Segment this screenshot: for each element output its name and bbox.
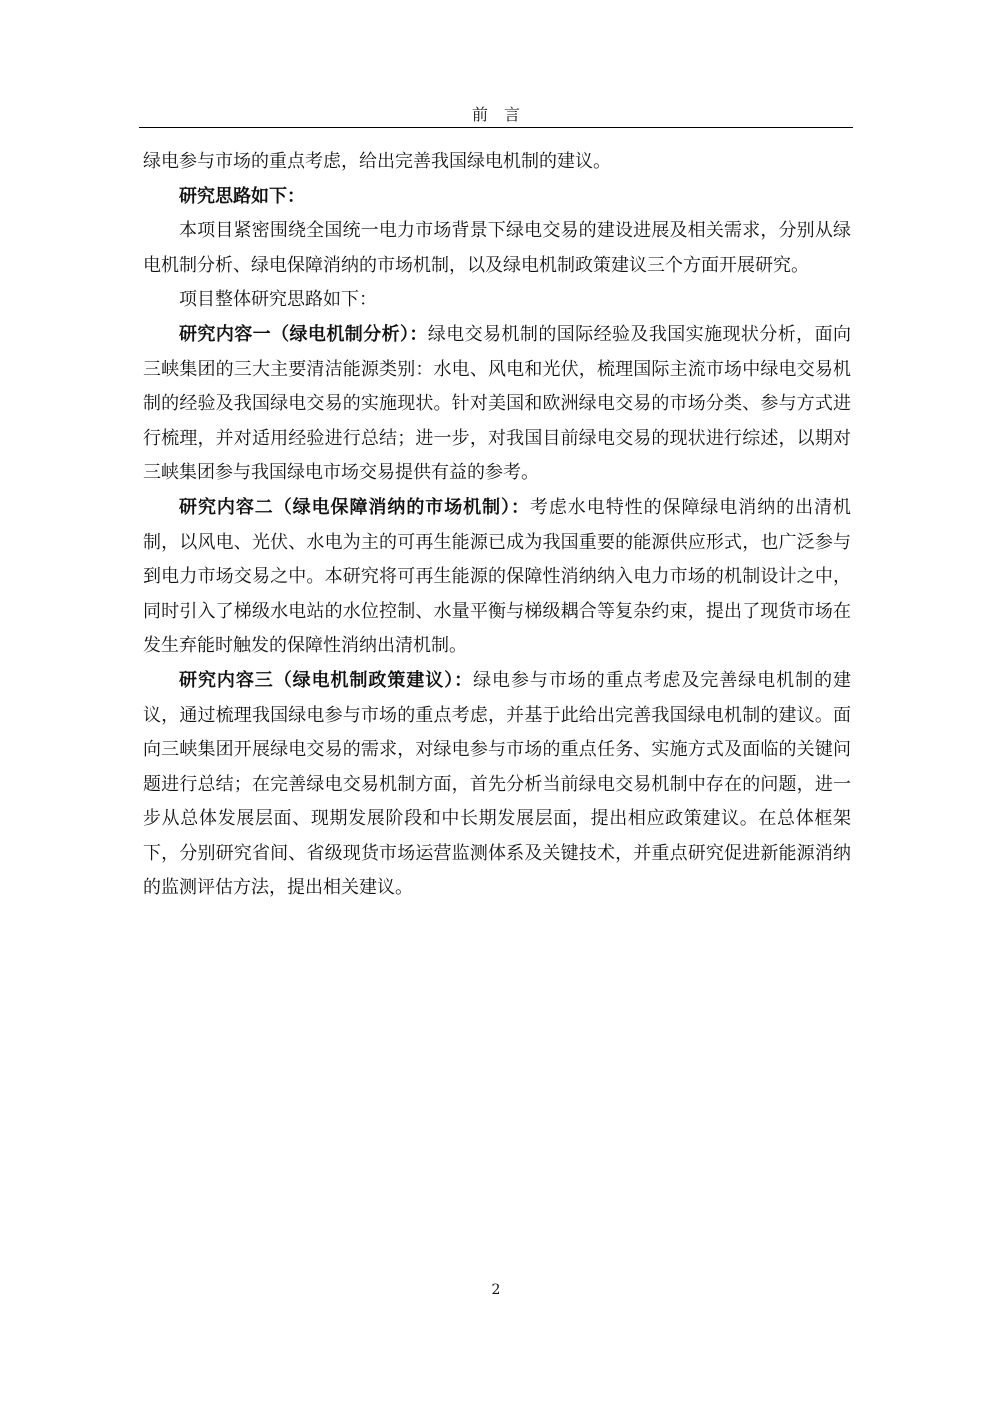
research-content-2-text: 考虑水电特性的保障绿电消纳的出清机制，以风电、光伏、水电为主的可再生能源已成为我国重要的能源供应形式，也广泛参与到电力市场交易之中。本研究将可再生能源的保障性消纳纳入电力市场的机制设计之中，同时引入了梯级水电站的水位控制、水量平衡与梯级耦合等复杂约束，提出了现货市场在发生弃能时触发的保障性消纳出清机制。 bbox=[143, 496, 852, 657]
paragraph-project-overview: 本项目紧密围绕全国统一电力市场背景下绿电交易的建设进展及相关需求，分别从绿电机制分析、绿电保障消纳的市场机制，以及绿电机制政策建议三个方面开展研究。 bbox=[143, 220, 851, 276]
page-header-title: 前 言 bbox=[471, 105, 520, 124]
research-content-1-heading: 研究内容一（绿电机制分析）： bbox=[179, 323, 428, 345]
research-content-3-heading: 研究内容三（绿电机制政策建议）： bbox=[179, 669, 474, 691]
paragraph-continuation: 绿电参与市场的重点考虑，给出完善我国绿电机制的建议。 bbox=[143, 151, 611, 172]
paragraph-overall-approach: 项目整体研究思路如下： bbox=[179, 289, 377, 311]
header-rule bbox=[139, 127, 853, 128]
document-body bbox=[143, 145, 851, 906]
paragraph-research-content-1 bbox=[143, 318, 851, 491]
research-content-3-text: 绿电参与市场的重点考虑及完善绿电机制的建议，通过梳理我国绿电参与市场的重点考虑，并基于此给出完善我国绿电机制的建议。面向三峡集团开展绿电交易的需求，对绿电参与市场的重点任务、实施方式及面临的关键问题进行总结；在完善绿电交易机制方面，首先分析当前绿电交易机制中存在的问题，进一步从总体发展层面、现期发展阶段和中长期发展层面，提出相应政策建议。在总体框架下，分别研究省间、省级现货市场运营监测体系及关键技术，并重点研究促进新能源消纳的监测评估方法，提出相关建议。 bbox=[143, 669, 852, 899]
paragraph-research-content-2 bbox=[143, 491, 851, 664]
paragraph-research-content-3 bbox=[143, 664, 851, 906]
research-content-2-heading: 研究内容二（绿电保障消纳的市场机制）： bbox=[179, 496, 530, 518]
page-number: 2 bbox=[491, 1282, 501, 1298]
research-content-1-text: 绿电交易机制的国际经验及我国实施现状分析，面向三峡集团的三大主要清洁能源类别：水电、风电和光伏，梳理国际主流市场中绿电交易机制的经验及我国绿电交易的实施现状。针对美国和欧洲绿电交易的市场分类、参与方式进行梳理，并对适用经验进行总结；进一步，对我国目前绿电交易的现状进行综述，以期对三峡集团参与我国绿电市场交易提供有益的参考。 bbox=[143, 323, 852, 484]
paragraph-research-approach-heading: 研究思路如下： bbox=[179, 185, 305, 207]
